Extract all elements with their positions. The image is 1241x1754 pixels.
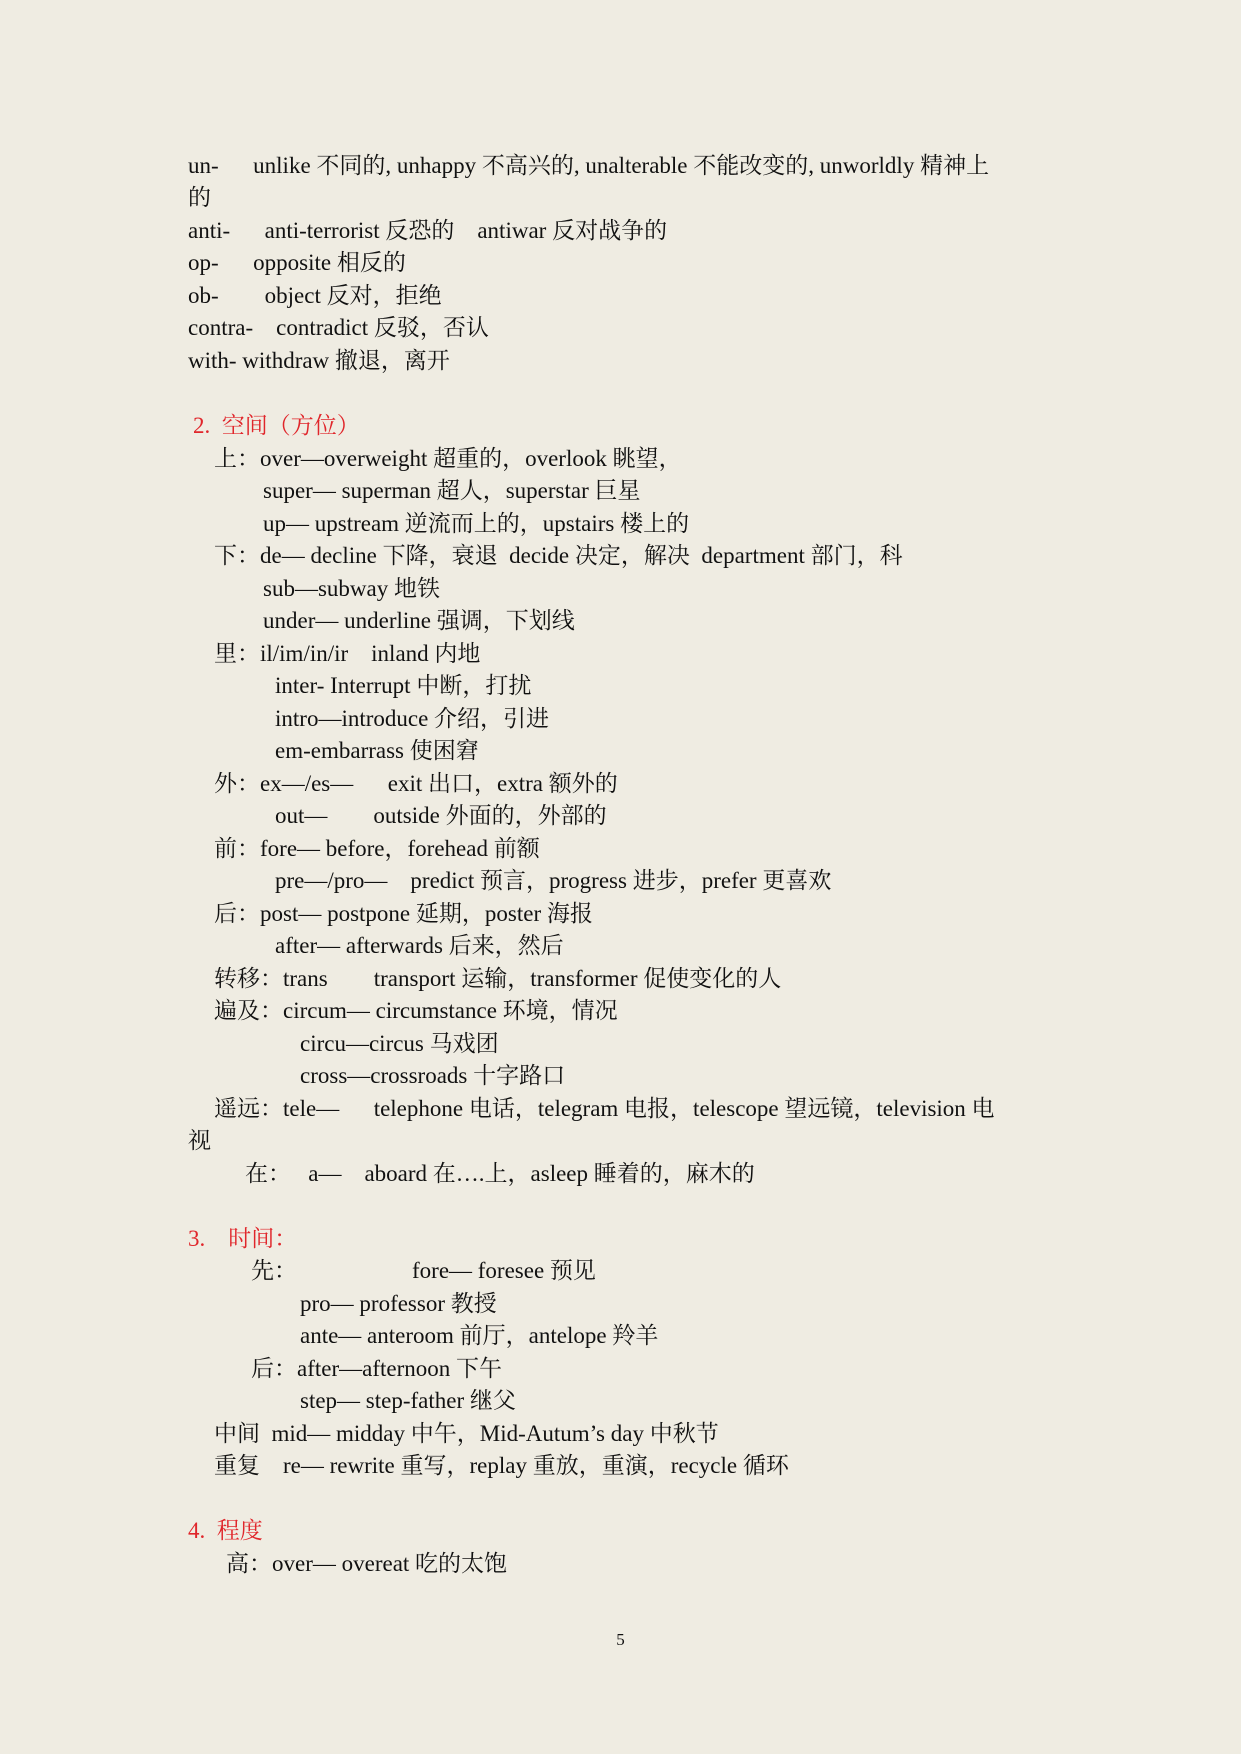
text-line: 前：fore— before，forehead 前额 [214, 836, 540, 861]
text-line: inter- Interrupt 中断，打扰 [275, 673, 532, 698]
text-line: un- unlike 不同的, unhappy 不高兴的, unalterable 不能改变的, unworldly 精神上 [188, 153, 990, 178]
text-line: 遥远：tele— telephone 电话，telegram 电报，telescope 望远镜，television 电 [214, 1096, 995, 1121]
text-line: under— underline 强调，下划线 [263, 608, 575, 633]
text-line: pre—/pro— predict 预言，progress 进步，prefer 更喜欢 [275, 868, 832, 893]
text-line: after— afterwards 后来，然后 [275, 933, 564, 958]
section-heading: 2. 空间（方位） [193, 413, 360, 438]
text-line: 高：over— overeat 吃的太饱 [226, 1551, 508, 1576]
text-line: 视 [188, 1128, 211, 1153]
text-line: cross—crossroads 十字路口 [300, 1063, 566, 1088]
text-line: em-embarrass 使困窘 [275, 738, 479, 763]
text-line: intro—introduce 介绍，引进 [275, 706, 550, 731]
section-heading: 4. 程度 [188, 1518, 263, 1543]
text-line: step— step-father 继父 [300, 1388, 516, 1413]
text-line: up— upstream 逆流而上的，upstairs 楼上的 [263, 511, 690, 536]
text-line: circu—circus 马戏团 [300, 1031, 499, 1056]
text-line: 先： fore— foresee 预见 [251, 1258, 596, 1283]
text-line: 上：over—overweight 超重的，overlook 眺望， [214, 446, 682, 471]
text-line: op- opposite 相反的 [188, 250, 406, 275]
page-number: 5 [616, 1630, 625, 1649]
text-line: 转移：trans transport 运输，transformer 促使变化的人 [214, 966, 782, 991]
text-line: 重复 re— rewrite 重写，replay 重放，重演，recycle 循环 [214, 1453, 789, 1478]
section-heading: 3. 时间： [188, 1226, 298, 1251]
text-line: anti- anti-terrorist 反恐的 antiwar 反对战争的 [188, 218, 668, 243]
text-line: pro— professor 教授 [300, 1291, 497, 1316]
text-line: 的 [188, 185, 211, 210]
text-line: 里：il/im/in/ir inland 内地 [214, 641, 481, 666]
text-line: 在： a— aboard 在….上，asleep 睡着的，麻木的 [245, 1161, 755, 1186]
text-line: 外：ex—/es— exit 出口，extra 额外的 [214, 771, 618, 796]
text-line: with- withdraw 撤退，离开 [188, 348, 450, 373]
text-line: contra- contradict 反驳，否认 [188, 315, 489, 340]
text-line: super— superman 超人，superstar 巨星 [263, 478, 641, 503]
text-line: 下：de— decline 下降，衰退 decide 决定，解决 department 部门，科 [214, 543, 903, 568]
text-line: 中间 mid— midday 中午，Mid-Autum’s day 中秋节 [214, 1421, 719, 1446]
text-line: ante— anteroom 前厅，antelope 羚羊 [300, 1323, 659, 1348]
text-line: out— outside 外面的，外部的 [275, 803, 607, 828]
text-line: sub—subway 地铁 [263, 576, 440, 601]
text-line: 后：after—afternoon 下午 [251, 1356, 503, 1381]
text-line: ob- object 反对，拒绝 [188, 283, 442, 308]
text-line: 遍及：circum— circumstance 环境，情况 [214, 998, 618, 1023]
text-line: 后：post— postpone 延期，poster 海报 [214, 901, 593, 926]
